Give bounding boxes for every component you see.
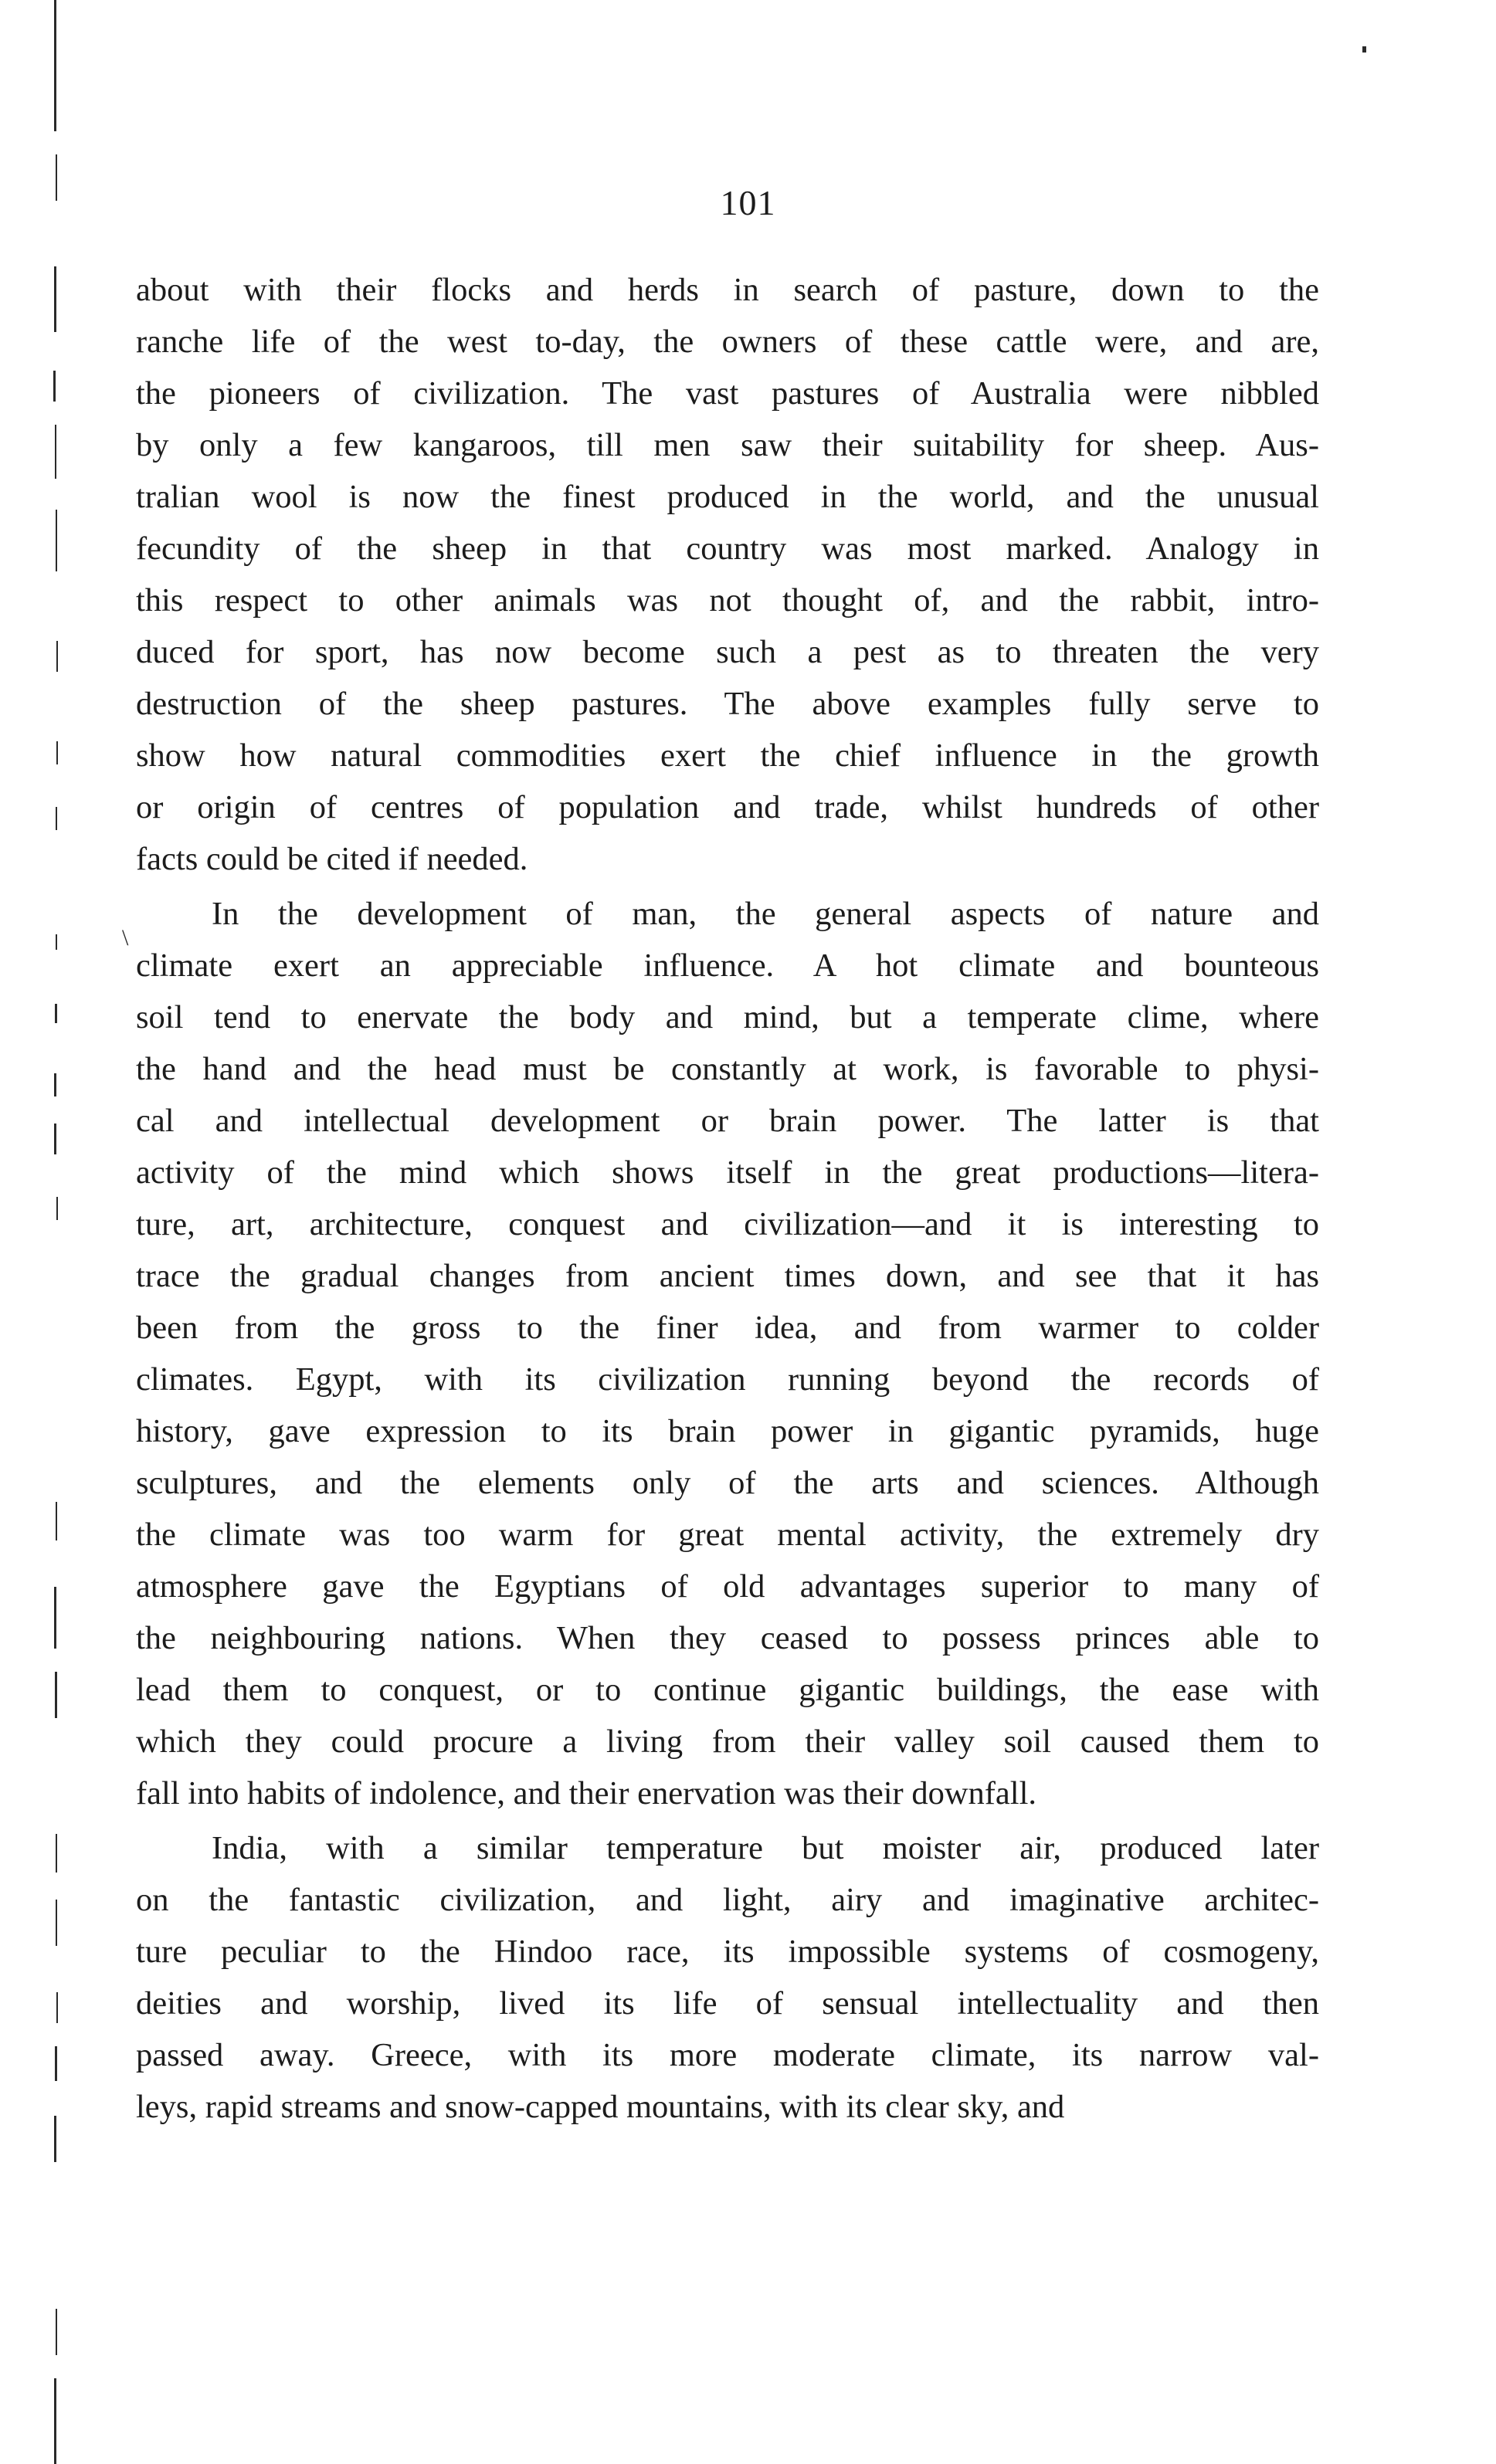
text-line: this respect to other animals was not thought of, and the rabbit, intro- bbox=[136, 582, 1319, 619]
text-line: duced for sport, has now become such a pest as to threaten the very bbox=[136, 634, 1319, 670]
text-line: trace the gradual changes from ancient times down, and see that it has bbox=[136, 1258, 1319, 1294]
text-line: passed away. Greece, with its more moderate climate, its narrow val- bbox=[136, 2037, 1319, 2073]
text-line: deities and worship, lived its life of sensual intellectuality and then bbox=[136, 1985, 1319, 2022]
text-line: by only a few kangaroos, till men saw their suitability for sheep. Aus- bbox=[136, 427, 1319, 463]
text-line: soil tend to enervate the body and mind, but a temperate clime, where bbox=[136, 999, 1319, 1035]
paragraph bbox=[136, 888, 1319, 1819]
paragraph bbox=[136, 1822, 1319, 2133]
text-line: the neighbouring nations. When they ceased to possess princes able to bbox=[136, 1620, 1319, 1656]
page-number: 101 bbox=[720, 183, 776, 222]
text-line: fall into habits of indolence, and their enervation was their downfall. bbox=[136, 1775, 1037, 1812]
body-text bbox=[136, 264, 1319, 2133]
text-line: tralian wool is now the finest produced in the world, and the unusual bbox=[136, 479, 1319, 515]
text-line: climate exert an appreciable influence. A hot climate and bounteous bbox=[136, 947, 1319, 984]
text-line: lead them to conquest, or to continue gigantic buildings, the ease with bbox=[136, 1672, 1319, 1708]
text-line: which they could procure a living from their valley soil caused them to bbox=[136, 1723, 1319, 1760]
text-line: facts could be cited if needed. bbox=[136, 841, 528, 877]
text-line: India, with a similar temperature but moister air, produced later bbox=[212, 1830, 1319, 1866]
text-line: ture, art, architecture, conquest and civilization—and it is interesting to bbox=[136, 1206, 1319, 1242]
text-line: climates. Egypt, with its civilization running beyond the records of bbox=[136, 1361, 1319, 1398]
text-line: In the development of man, the general aspects of nature and bbox=[212, 896, 1319, 932]
text-line: atmosphere gave the Egyptians of old advantages superior to many of bbox=[136, 1568, 1319, 1605]
text-line: fecundity of the sheep in that country was most marked. Analogy in bbox=[136, 530, 1319, 567]
text-line: the pioneers of civilization. The vast pastures of Australia were nibbled bbox=[136, 375, 1319, 412]
text-line: on the fantastic civilization, and light, airy and imaginative architec- bbox=[136, 1882, 1319, 1918]
text-line: activity of the mind which shows itself in the great productions—litera- bbox=[136, 1154, 1319, 1191]
text-line: the hand and the head must be constantly at work, is favorable to physi- bbox=[136, 1051, 1319, 1087]
text-line: cal and intellectual development or brain power. The latter is that bbox=[136, 1103, 1319, 1139]
text-line: history, gave expression to its brain power in gigantic pyramids, huge bbox=[136, 1413, 1319, 1449]
paragraph bbox=[136, 264, 1319, 885]
text-line: sculptures, and the elements only of the arts and sciences. Although bbox=[136, 1465, 1319, 1501]
text-line: leys, rapid streams and snow-capped mountains, with its clear sky, and bbox=[136, 2089, 1065, 2125]
text-line: been from the gross to the finer idea, and from warmer to colder bbox=[136, 1310, 1319, 1346]
text-line: destruction of the sheep pastures. The above examples fully serve to bbox=[136, 686, 1319, 722]
text-line: or origin of centres of population and trade, whilst hundreds of other bbox=[136, 789, 1319, 825]
text-line: ranche life of the west to-day, the owners of these cattle were, and are, bbox=[136, 324, 1319, 360]
text-line: about with their flocks and herds in search of pasture, down to the bbox=[136, 272, 1319, 308]
text-line: the climate was too warm for great mental activity, the extremely dry bbox=[136, 1517, 1319, 1553]
text-line: ture peculiar to the Hindoo race, its impossible systems of cosmogeny, bbox=[136, 1934, 1319, 1970]
text-line: show how natural commodities exert the chief influence in the growth bbox=[136, 737, 1319, 774]
